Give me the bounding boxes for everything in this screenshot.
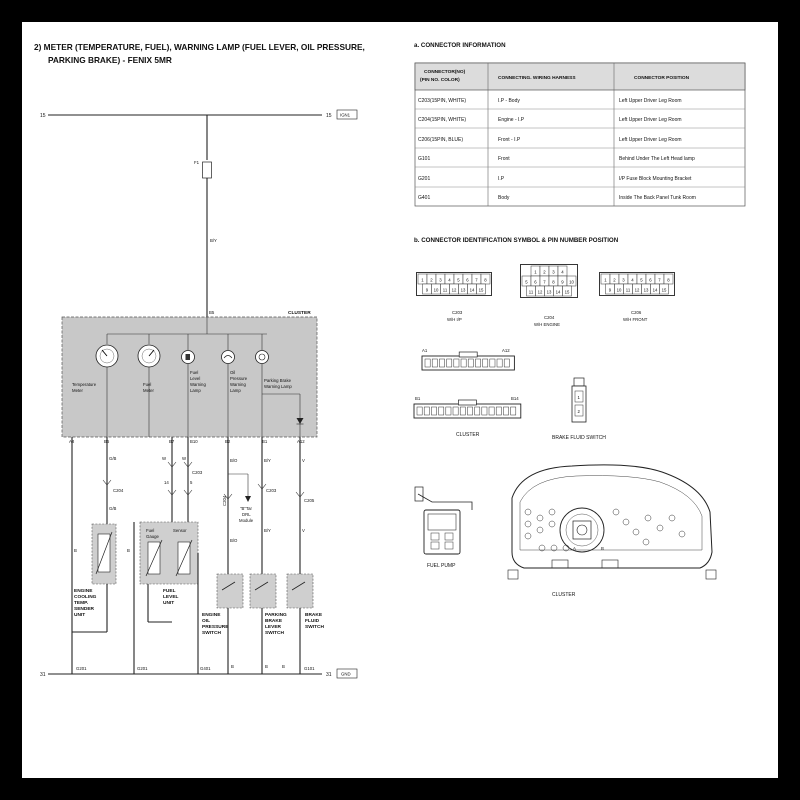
cluster-outline-drawing <box>508 465 716 579</box>
table-header-pin: (PIN NO. COLOR) <box>420 78 460 83</box>
cluster-connector-label: CLUSTER <box>456 432 480 438</box>
c206-name: C206 <box>631 310 642 315</box>
pin-b10: B10 <box>190 439 198 444</box>
cluster-connector-cavity <box>467 407 472 415</box>
table-header-position: CONNECTOR POSITION <box>634 76 690 81</box>
parking-brake-warning-lamp-label: Parking Brake Warning Lamp <box>264 378 292 389</box>
wire-v1-label: V <box>302 458 305 463</box>
c206-sub: W/H FRONT <box>623 317 648 322</box>
connector-pin-number: 15 <box>478 287 484 293</box>
cluster-connector-latch <box>459 352 477 357</box>
connector-pin-number: 1 <box>534 269 537 275</box>
wire-gb1-label: G/B <box>109 456 117 461</box>
svg-text:C203(15PIN, WHITE): C203(15PIN, WHITE) <box>418 98 467 104</box>
wire-b-label-2: B <box>127 548 130 553</box>
temperature-meter-label: Temperature Meter <box>72 382 97 393</box>
cluster-connector-cavity <box>497 359 502 367</box>
cluster-connector-cavity <box>446 407 451 415</box>
cluster-connector-cavity <box>511 407 516 415</box>
connector-pin-number: 7 <box>475 277 478 283</box>
cluster-connector-cavity <box>504 359 509 367</box>
cluster-connector-cavity <box>482 407 487 415</box>
connector-c203 <box>417 273 492 296</box>
cluster-pin-a: A <box>573 546 576 551</box>
fuel-level-unit-label: FUEL LEVEL UNIT <box>163 589 179 606</box>
connector-pin-number: 8 <box>484 277 487 283</box>
wire-31-right-label: 31 <box>326 672 332 678</box>
svg-text:Left Upper Driver Leg Room: Left Upper Driver Leg Room <box>619 117 682 123</box>
cluster-connector-cavity <box>461 359 466 367</box>
brake-pin-2: 2 <box>577 409 580 414</box>
c204-name: C204 <box>544 315 555 320</box>
ground-g201-b: G201 <box>137 666 148 671</box>
svg-text:I.P: I.P <box>498 176 505 182</box>
svg-text:Behind Under The Left Head lam: Behind Under The Left Head lamp <box>619 156 695 162</box>
connector-pin-number: 6 <box>534 279 537 285</box>
cluster-connector-cavity <box>431 407 436 415</box>
cluster-connector-a <box>422 352 514 370</box>
cluster-connector-cavity <box>489 407 494 415</box>
pin-5-label: 5 <box>190 480 193 485</box>
connector-pin-number: 15 <box>564 289 570 295</box>
connector-pin-number: 9 <box>561 279 564 285</box>
connector-c206 <box>600 273 675 296</box>
c203-b-label: C203 <box>266 488 277 493</box>
connector-pin-number: 10 <box>433 287 439 293</box>
cluster-connector-b <box>414 400 521 418</box>
table-header-harness: CONNECTING. WIRING HARNESS <box>498 76 576 81</box>
section-b-title: b. CONNECTOR IDENTIFICATION SYMBOL & PIN NUMBER POSITION <box>414 237 619 244</box>
diagram-title-line1: 2) METER (TEMPERATURE, FUEL), WARNING LAMP (FUEL LEVER, OIL PRESSURE, <box>34 42 365 52</box>
wire-bo-label: B/O <box>230 458 238 463</box>
svg-text:Body: Body <box>498 195 510 201</box>
wire-bo2-label: B/O <box>230 538 238 543</box>
c205-label: C205 <box>304 498 315 503</box>
parking-brake-lever-switch-label: PARKING BRAKE LEVER SWITCH <box>265 613 287 636</box>
connector-pin-number: 11 <box>528 289 534 295</box>
connector-pin-number: 5 <box>640 277 643 283</box>
connector-pin-number: 12 <box>634 287 640 293</box>
ground-g101: G101 <box>304 666 315 671</box>
c203-a-label: C203 <box>192 470 203 475</box>
pin-a8: A8 <box>69 439 75 444</box>
ground-g401: G401 <box>200 666 211 671</box>
parking-brake-switch-box <box>250 574 276 608</box>
cluster-connector-cavity <box>490 359 495 367</box>
cluster-connector-cavity <box>468 359 473 367</box>
fuel-gauge-label: Fuel Gauge <box>146 528 159 539</box>
engine-oil-pressure-switch-label: ENGINE OIL PRESSURE SWITCH <box>202 613 229 636</box>
cluster-connector-cavity <box>425 359 430 367</box>
connector-pin-number: 14 <box>652 287 658 293</box>
connector-pin-number: 12 <box>451 287 457 293</box>
connector-pin-number: 10 <box>616 287 622 293</box>
sensor-label: Sensor <box>173 528 187 533</box>
cluster-connector-cavity <box>496 407 501 415</box>
pin-b7: B7 <box>169 439 175 444</box>
svg-text:Engine - I.P: Engine - I.P <box>498 117 525 123</box>
brake-fluid-switch-label-right: BRAKE FLUID SWITCH <box>552 435 606 441</box>
diagram-title-line2: PARKING BRAKE) - FENIX 5MR <box>48 55 172 65</box>
wire-b-left: B <box>74 548 77 553</box>
cluster-connector-cavity <box>447 359 452 367</box>
svg-text:C204(15PIN, WHITE): C204(15PIN, WHITE) <box>418 117 467 123</box>
svg-text:G101: G101 <box>418 156 431 162</box>
svg-text:Front: Front <box>498 156 510 162</box>
cluster-pin-b: B <box>601 546 604 551</box>
cluster-connector-cavity <box>432 359 437 367</box>
connector-pin-number: 1 <box>604 277 607 283</box>
schematic-sheet <box>22 22 778 778</box>
svg-text:Front - I.P: Front - I.P <box>498 137 521 143</box>
connector-pin-number: 6 <box>466 277 469 283</box>
fuel-pump-label: FUEL PUMP <box>427 563 456 569</box>
ground-g201-a: G201 <box>76 666 87 671</box>
connector-pin-number: 9 <box>425 287 429 293</box>
fuse-symbol <box>203 162 212 178</box>
connector-pin-number: 4 <box>448 277 451 283</box>
cluster-connector-cavity <box>453 407 458 415</box>
connector-pin-number: 3 <box>552 269 555 275</box>
connector-pin-number: 12 <box>537 289 543 295</box>
connector-pin-number: 7 <box>658 277 661 283</box>
connector-pin-number: 13 <box>460 287 466 293</box>
cluster-label: CLUSTER <box>288 311 311 316</box>
wire-by-label: B/Y <box>210 238 217 243</box>
brake-pin-1: 1 <box>577 395 580 400</box>
connector-pin-number: 4 <box>561 269 564 275</box>
oil-pressure-warning-lamp-label: Oil Pressure Warning Lamp <box>230 370 248 393</box>
connector-pin-number: 2 <box>430 277 433 283</box>
cluster-connector-cavity <box>454 359 459 367</box>
connector-pin-number: 1 <box>421 277 424 283</box>
c203-name: C203 <box>452 310 463 315</box>
cluster-connector-cavity <box>439 407 444 415</box>
svg-text:Left Upper Driver Leg Room: Left Upper Driver Leg Room <box>619 137 682 143</box>
brake-fluid-switch-connector <box>572 378 586 422</box>
pin-b2: B2 <box>225 439 231 444</box>
svg-text:Left Upper Driver Leg Room: Left Upper Driver Leg Room <box>619 98 682 104</box>
connector-pin-number: 14 <box>555 289 561 295</box>
table-header-connector: CONNECTOR(NO) <box>424 70 466 75</box>
connector-pin-number: 14 <box>469 287 475 293</box>
connector-pin-number: 2 <box>613 277 616 283</box>
connector-pin-number: 5 <box>457 277 460 283</box>
cluster-connector-latch <box>458 400 476 405</box>
wire-gb2-label: G/B <box>109 506 117 511</box>
cluster-a12-label: A12 <box>502 348 510 353</box>
connector-pin-number: 13 <box>546 289 552 295</box>
wire-b-ground-1: B <box>231 664 234 669</box>
wire-b-ground-2: B <box>265 664 268 669</box>
svg-text:G401: G401 <box>418 195 431 201</box>
connector-pin-number: 10 <box>569 279 574 285</box>
gnd-label: GND <box>341 671 351 677</box>
ign1-label: IGN1 <box>340 112 351 118</box>
connector-pin-number: 9 <box>608 287 612 293</box>
cluster-connector-cavity <box>439 359 444 367</box>
fuel-pump-connector <box>415 487 472 554</box>
connector-pin-number: 3 <box>622 277 625 283</box>
pin-b6: B6 <box>104 439 110 444</box>
cluster-b14-label: B14 <box>511 396 519 401</box>
cluster-connector-cavity <box>475 407 480 415</box>
connector-pin-number: 4 <box>631 277 634 283</box>
connector-c204 <box>521 265 578 298</box>
connector-pin-number: 11 <box>625 287 631 293</box>
fuel-meter-label: Fuel Meter <box>143 382 154 393</box>
c203-sub: W/H I/P <box>447 317 462 322</box>
cluster-drawing-label: CLUSTER <box>552 592 576 598</box>
wire-31-left-label: 31 <box>40 672 46 678</box>
fuse-id: F1 <box>194 160 200 165</box>
cluster-connector-cavity <box>460 407 465 415</box>
cluster-connector-cavity <box>503 407 508 415</box>
cluster-connector-cavity <box>417 407 422 415</box>
cluster-a1-label: A1 <box>422 348 428 353</box>
connector-pin-number: 11 <box>442 287 448 293</box>
svg-text:I.P - Body: I.P - Body <box>498 98 520 104</box>
wire-v2-label: V <box>302 528 305 533</box>
wire-b-ground-3: B <box>282 664 285 669</box>
svg-text:I/P Fuse Block Mounting Bracke: I/P Fuse Block Mounting Bracket <box>619 176 692 182</box>
connector-pin-number: 8 <box>552 279 555 285</box>
connector-pin-number: 15 <box>661 287 667 293</box>
wire-w2-label: W <box>182 456 187 461</box>
cluster-connector-cavity <box>483 359 488 367</box>
section-a-title: a. CONNECTOR INFORMATION <box>414 42 506 49</box>
c204-b-label: C204 <box>222 495 227 506</box>
c204-a-label: C204 <box>113 488 124 493</box>
connector-table <box>415 63 745 206</box>
connector-pin-number: 5 <box>525 279 528 285</box>
wire-by2-label: B/Y <box>264 458 271 463</box>
drl-module-label: "B"Tar DRL Module <box>239 506 254 523</box>
pin-b5-label: B5 <box>209 310 215 315</box>
connector-pin-number: 2 <box>543 269 546 275</box>
brake-fluid-switch-label: BRAKE FLUID SWITCH <box>305 613 324 630</box>
c204-sub: W/H ENGINE <box>534 322 561 327</box>
wire-15-left-label: 15 <box>40 113 46 119</box>
svg-text:G201: G201 <box>418 176 431 182</box>
wiring-diagram <box>22 22 778 778</box>
cluster-connector-cavity <box>475 359 480 367</box>
connector-pin-number: 13 <box>643 287 649 293</box>
brake-fluid-switch-box <box>287 574 313 608</box>
pin-b1: B1 <box>262 439 268 444</box>
drl-arrow <box>245 496 251 502</box>
wire-15-right-label: 15 <box>326 113 332 119</box>
cluster-b1-label: B1 <box>415 396 421 401</box>
svg-text:C206(15PIN, BLUE): C206(15PIN, BLUE) <box>418 137 464 143</box>
engine-cooling-temp-sender-label: ENGINE COOLING TEMP. SENDER UNIT <box>74 589 97 618</box>
connector-pin-number: 7 <box>543 279 546 285</box>
wire-by3-label: B/Y <box>264 528 271 533</box>
oil-pressure-switch-box <box>217 574 243 608</box>
connector-pin-number: 3 <box>439 277 442 283</box>
svg-text:Inside The Back Panel Tunk Roo: Inside The Back Panel Tunk Room <box>619 195 696 201</box>
wire-w1-label: W <box>162 456 167 461</box>
connector-pin-number: 8 <box>667 277 670 283</box>
cluster-connector-cavity <box>424 407 429 415</box>
pin-14-label: 14 <box>164 480 169 485</box>
connector-pin-number: 6 <box>649 277 652 283</box>
pin-a12: A12 <box>297 439 305 444</box>
fuel-level-warning-lamp-label: Fuel Level Warning Lamp <box>190 370 206 393</box>
